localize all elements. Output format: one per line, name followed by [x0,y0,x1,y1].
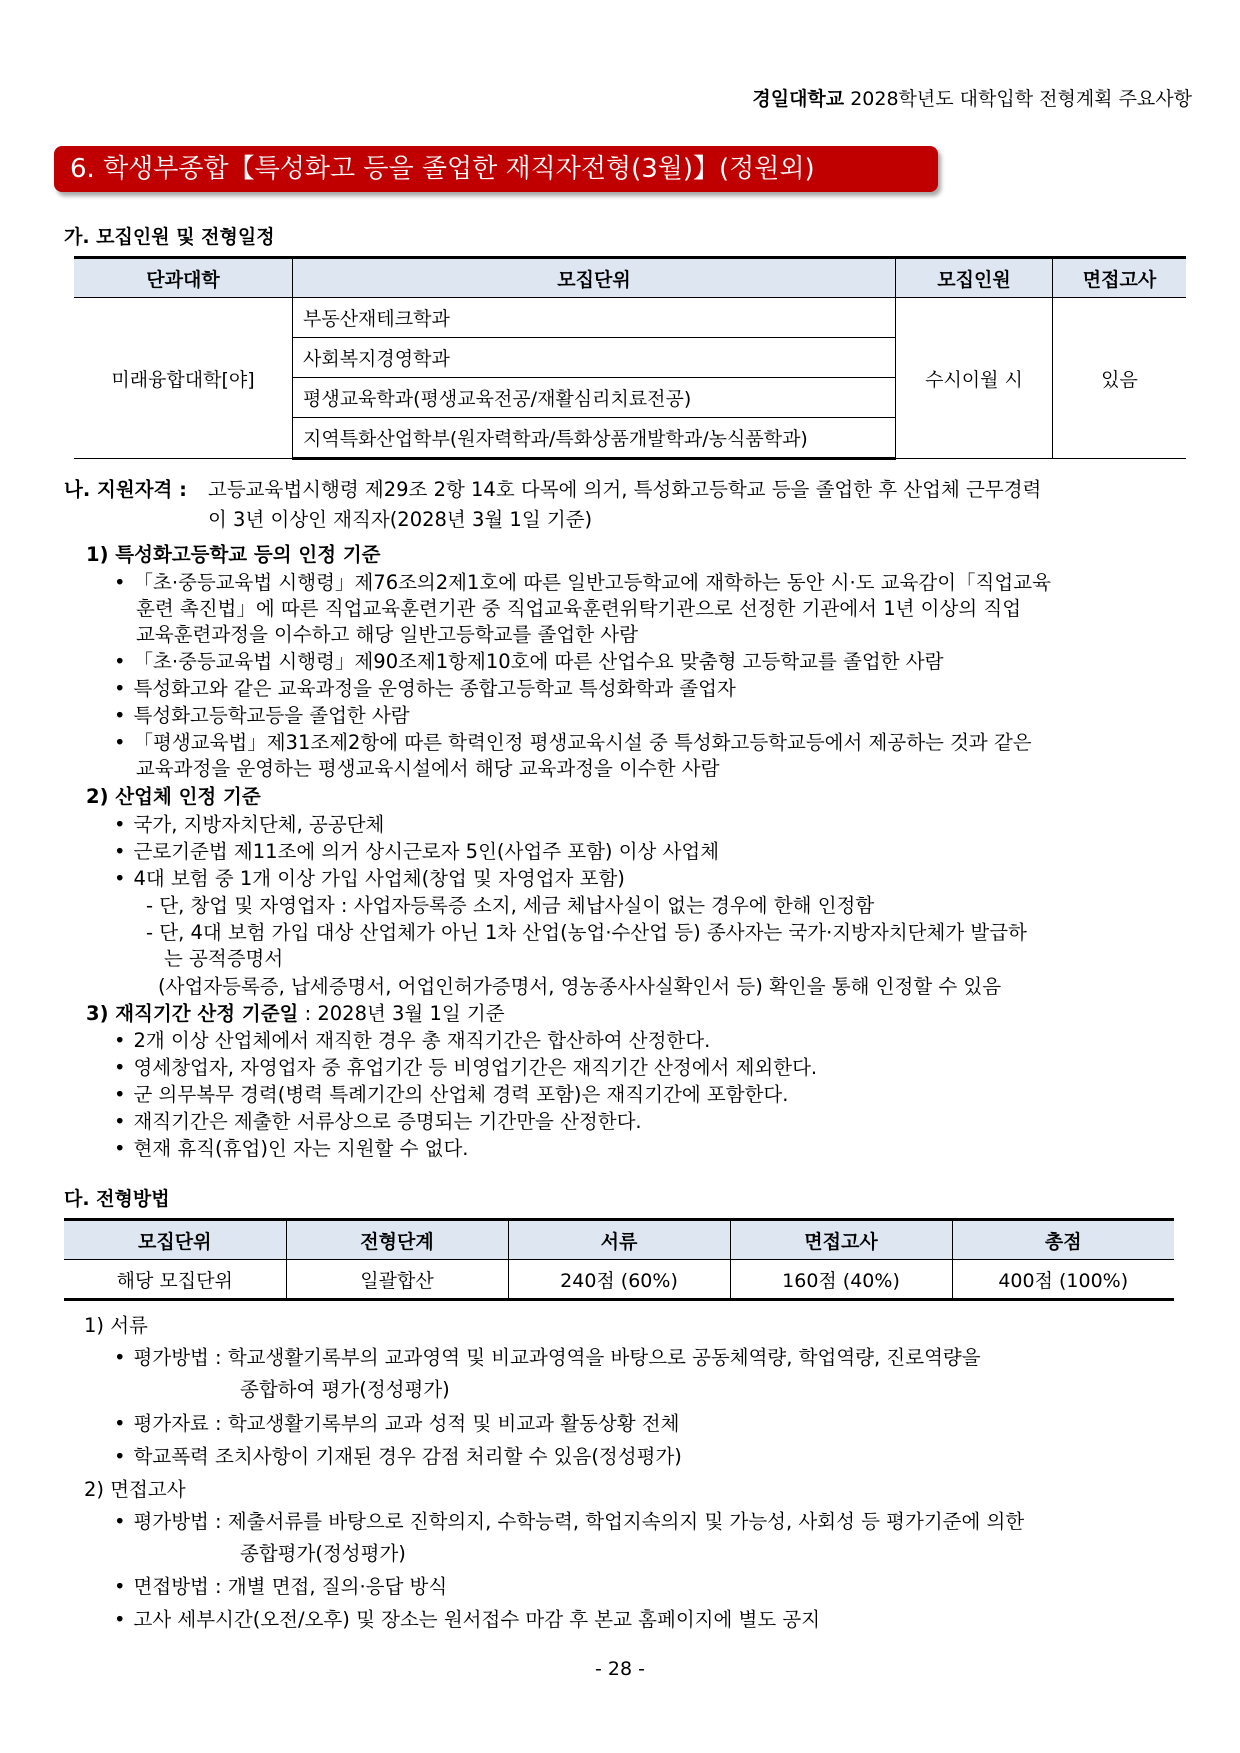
list-item: • 「평생교육법」제31조제2항에 따른 학력인정 평생교육시설 중 특성화고등학교등에서 제공하는 것과 같은 [114,727,1032,755]
subsection-title: 1) 특성화고등학교 등의 인정 기준 [86,543,381,566]
list-item: • 2개 이상 산업체에서 재직한 경우 총 재직기간은 합산하여 산정한다. [114,1025,710,1053]
subsection-title-rest: : 2028년 3월 1일 기준 [304,1002,505,1025]
section-ga-title: 가. 모집인원 및 전형일정 [64,226,275,248]
selection-method-table [64,1218,1174,1301]
list-item-cont: 교육훈련과정을 이수하고 해당 일반고등학교를 졸업한 사람 [136,623,638,646]
college-cell: 미래융합대학[야] [74,298,293,459]
dash-item-cont: 는 공적증명서 [164,947,284,970]
interview-cell: 있음 [1053,298,1187,459]
dash-item-note: (사업자등록증, 납세증명서, 어업인허가증명서, 영농종사사실확인서 등) 확인을 통해 인정할 수 있음 [158,975,1002,998]
unit-cell: 사회복지경영학과 [293,338,896,378]
list-item-cont: 종합하여 평가(정성평가) [240,1378,450,1401]
table-cell: 일괄합산 [286,1260,508,1300]
subsection-title: 2) 산업체 인정 기준 [86,785,261,808]
recruitment-table [74,256,1186,460]
list-item: • 고사 세부시간(오전/오후) 및 장소는 원서접수 마감 후 본교 홈페이지에 별도 공지 [114,1604,820,1632]
list-item: • 재직기간은 제출한 서류상으로 증명되는 기간만을 산정한다. [114,1106,642,1134]
list-item-cont: 훈련 촉진법」에 따른 직업교육훈련기관 중 직업교육훈련위탁기관으로 선정한 기관에서 1년 이상의 직업 [136,597,1022,620]
list-item: • 국가, 지방자치단체, 공공단체 [114,809,384,837]
col-header-college: 단과대학 [74,258,293,298]
header-title: 2028학년도 대학입학 전형계획 주요사항 [850,88,1192,110]
list-item: • 군 의무복무 경력(병력 특례기간의 산업체 경력 포함)은 재직기간에 포함한다. [114,1079,788,1107]
header-school: 경일대학교 [752,88,845,110]
dash-item: - 단, 4대 보험 가입 대상 산업체가 아닌 1차 산업(농업·수산업 등) 종사자는 국가·지방자치단체가 발급하 [146,921,1027,944]
col-header-recruit: 모집인원 [896,258,1053,298]
col-header: 면접고사 [730,1220,952,1260]
qualification-text: 이 3년 이상인 재직자(2028년 3월 1일 기준) [208,508,593,531]
list-item: • 「초·중등교육법 시행령」제90조제1항제10호에 따른 산업수요 맞춤형 고등학교를 졸업한 사람 [114,646,943,674]
list-item: • 「초·중등교육법 시행령」제76조의2제1호에 따른 일반고등학교에 재학하는 동안 시·도 교육감이「직업교육 [114,567,1051,595]
section-da-title: 다. 전형방법 [64,1188,170,1210]
section-banner: 6. 학생부종합【특성화고 등을 졸업한 재직자전형(3월)】(정원외) [54,146,938,192]
subsection-title: 3) 재직기간 산정 기준일 [86,1002,299,1025]
col-header: 전형단계 [286,1220,508,1260]
list-item-cont: 교육과정을 운영하는 평생교육시설에서 해당 교육과정을 이수한 사람 [136,757,720,780]
recruit-cell: 수시이월 시 [896,298,1053,459]
list-item: • 학교폭력 조치사항이 기재된 경우 감점 처리할 수 있음(정성평가) [114,1441,682,1469]
col-header-interview: 면접고사 [1053,258,1187,298]
eval-int-title: 2) 면접고사 [84,1478,186,1501]
page-number: - 28 - [595,1658,645,1680]
col-header: 모집단위 [64,1220,286,1260]
list-item-cont: 종합평가(정성평가) [240,1542,406,1565]
table-cell: 해당 모집단위 [64,1260,286,1300]
page-header [752,84,1192,111]
table-cell: 240점 (60%) [508,1260,730,1300]
col-header-unit: 모집단위 [293,258,896,298]
table-cell: 400점 (100%) [952,1260,1174,1300]
list-item: • 현재 휴직(휴업)인 자는 지원할 수 없다. [114,1133,468,1161]
unit-cell: 지역특화산업학부(원자력학과/특화상품개발학과/농식품학과) [293,418,896,459]
list-item: • 평가방법 : 제출서류를 바탕으로 진학의지, 수학능력, 학업지속의지 및 가능성, 사회성 등 평가기준에 의한 [114,1506,1024,1534]
list-item: • 특성화고등학교등을 졸업한 사람 [114,700,410,728]
list-item: • 4대 보험 중 1개 이상 가입 사업체(창업 및 자영업자 포함) [114,863,625,891]
table-cell: 160점 (40%) [730,1260,952,1300]
list-item: • 평가방법 : 학교생활기록부의 교과영역 및 비교과영역을 바탕으로 공동체역량, 학업역량, 진로역량을 [114,1342,981,1370]
col-header: 서류 [508,1220,730,1260]
unit-cell: 평생교육학과(평생교육전공/재활심리치료전공) [293,378,896,418]
list-item: • 특성화고와 같은 교육과정을 운영하는 종합고등학교 특성화학과 졸업자 [114,673,736,701]
list-item: • 면접방법 : 개별 면접, 질의·응답 방식 [114,1571,447,1599]
qualification-text: 고등교육법시행령 제29조 2항 14호 다목에 의거, 특성화고등학교 등을 졸업한 후 산업체 근무경력 [208,478,1042,501]
list-item: • 영세창업자, 자영업자 중 휴업기간 등 비영업기간은 재직기간 산정에서 제외한다. [114,1052,817,1080]
qualification-label: 나. 지원자격 : [64,478,187,501]
subsection-3 [86,998,505,1026]
unit-cell: 부동산재테크학과 [293,298,896,338]
list-item: • 평가자료 : 학교생활기록부의 교과 성적 및 비교과 활동상황 전체 [114,1408,679,1436]
list-item: • 근로기준법 제11조에 의거 상시근로자 5인(사업주 포함) 이상 사업체 [114,836,719,864]
dash-item: - 단, 창업 및 자영업자 : 사업자등록증 소지, 세금 체납사실이 없는 경우에 한해 인정함 [146,894,875,917]
eval-doc-title: 1) 서류 [84,1314,148,1337]
col-header: 총점 [952,1220,1174,1260]
